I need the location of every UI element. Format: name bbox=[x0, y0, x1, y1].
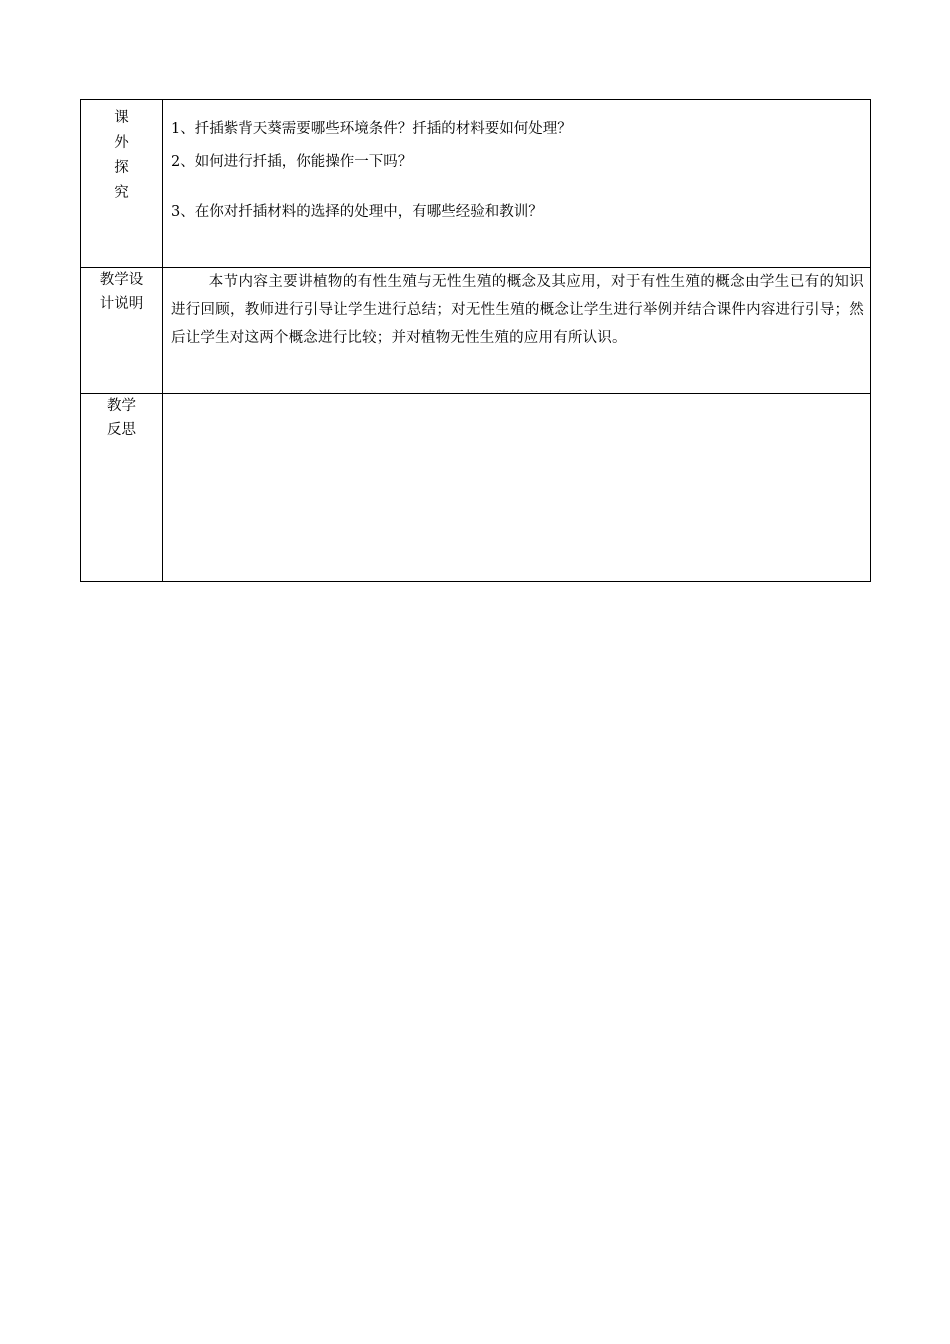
label-char: 外 bbox=[114, 135, 129, 151]
question-3: 3、在你对扦插材料的选择的处理中，有哪些经验和教训？ bbox=[171, 204, 543, 220]
label-line: 教学设 bbox=[99, 272, 144, 288]
extracurricular-content bbox=[163, 100, 871, 268]
lesson-plan-table bbox=[80, 99, 871, 582]
label-line: 教学 bbox=[107, 398, 136, 414]
design-notes-row bbox=[81, 268, 871, 394]
label-line: 反思 bbox=[107, 422, 136, 438]
design-notes-content bbox=[163, 268, 871, 394]
question-2: 2、如何进行扦插，你能操作一下吗？ bbox=[171, 154, 413, 170]
reflection-row bbox=[81, 394, 871, 582]
design-notes-paragraph: 本节内容主要讲植物的有性生殖与无性生殖的概念及其应用，对于有性生殖的概念由学生已有的知识进行回顾，教师进行引导让学生进行总结；对无性生殖的概念让学生进行举例并结合课件内容进行引导；然后让学生对这两个概念进行比较；并对植物无性生殖的应用有所认识。 bbox=[171, 274, 864, 346]
extracurricular-label bbox=[81, 100, 163, 268]
reflection-label bbox=[81, 394, 163, 582]
question-1: 1、扦插紫背天葵需要哪些环境条件？扦插的材料要如何处理？ bbox=[171, 121, 572, 137]
label-char: 探 bbox=[114, 160, 129, 176]
label-char: 课 bbox=[114, 110, 129, 126]
label-line: 计说明 bbox=[99, 296, 144, 312]
reflection-content[interactable] bbox=[163, 394, 871, 582]
design-notes-label bbox=[81, 268, 163, 394]
label-char: 究 bbox=[114, 185, 129, 201]
extracurricular-row bbox=[81, 100, 871, 268]
